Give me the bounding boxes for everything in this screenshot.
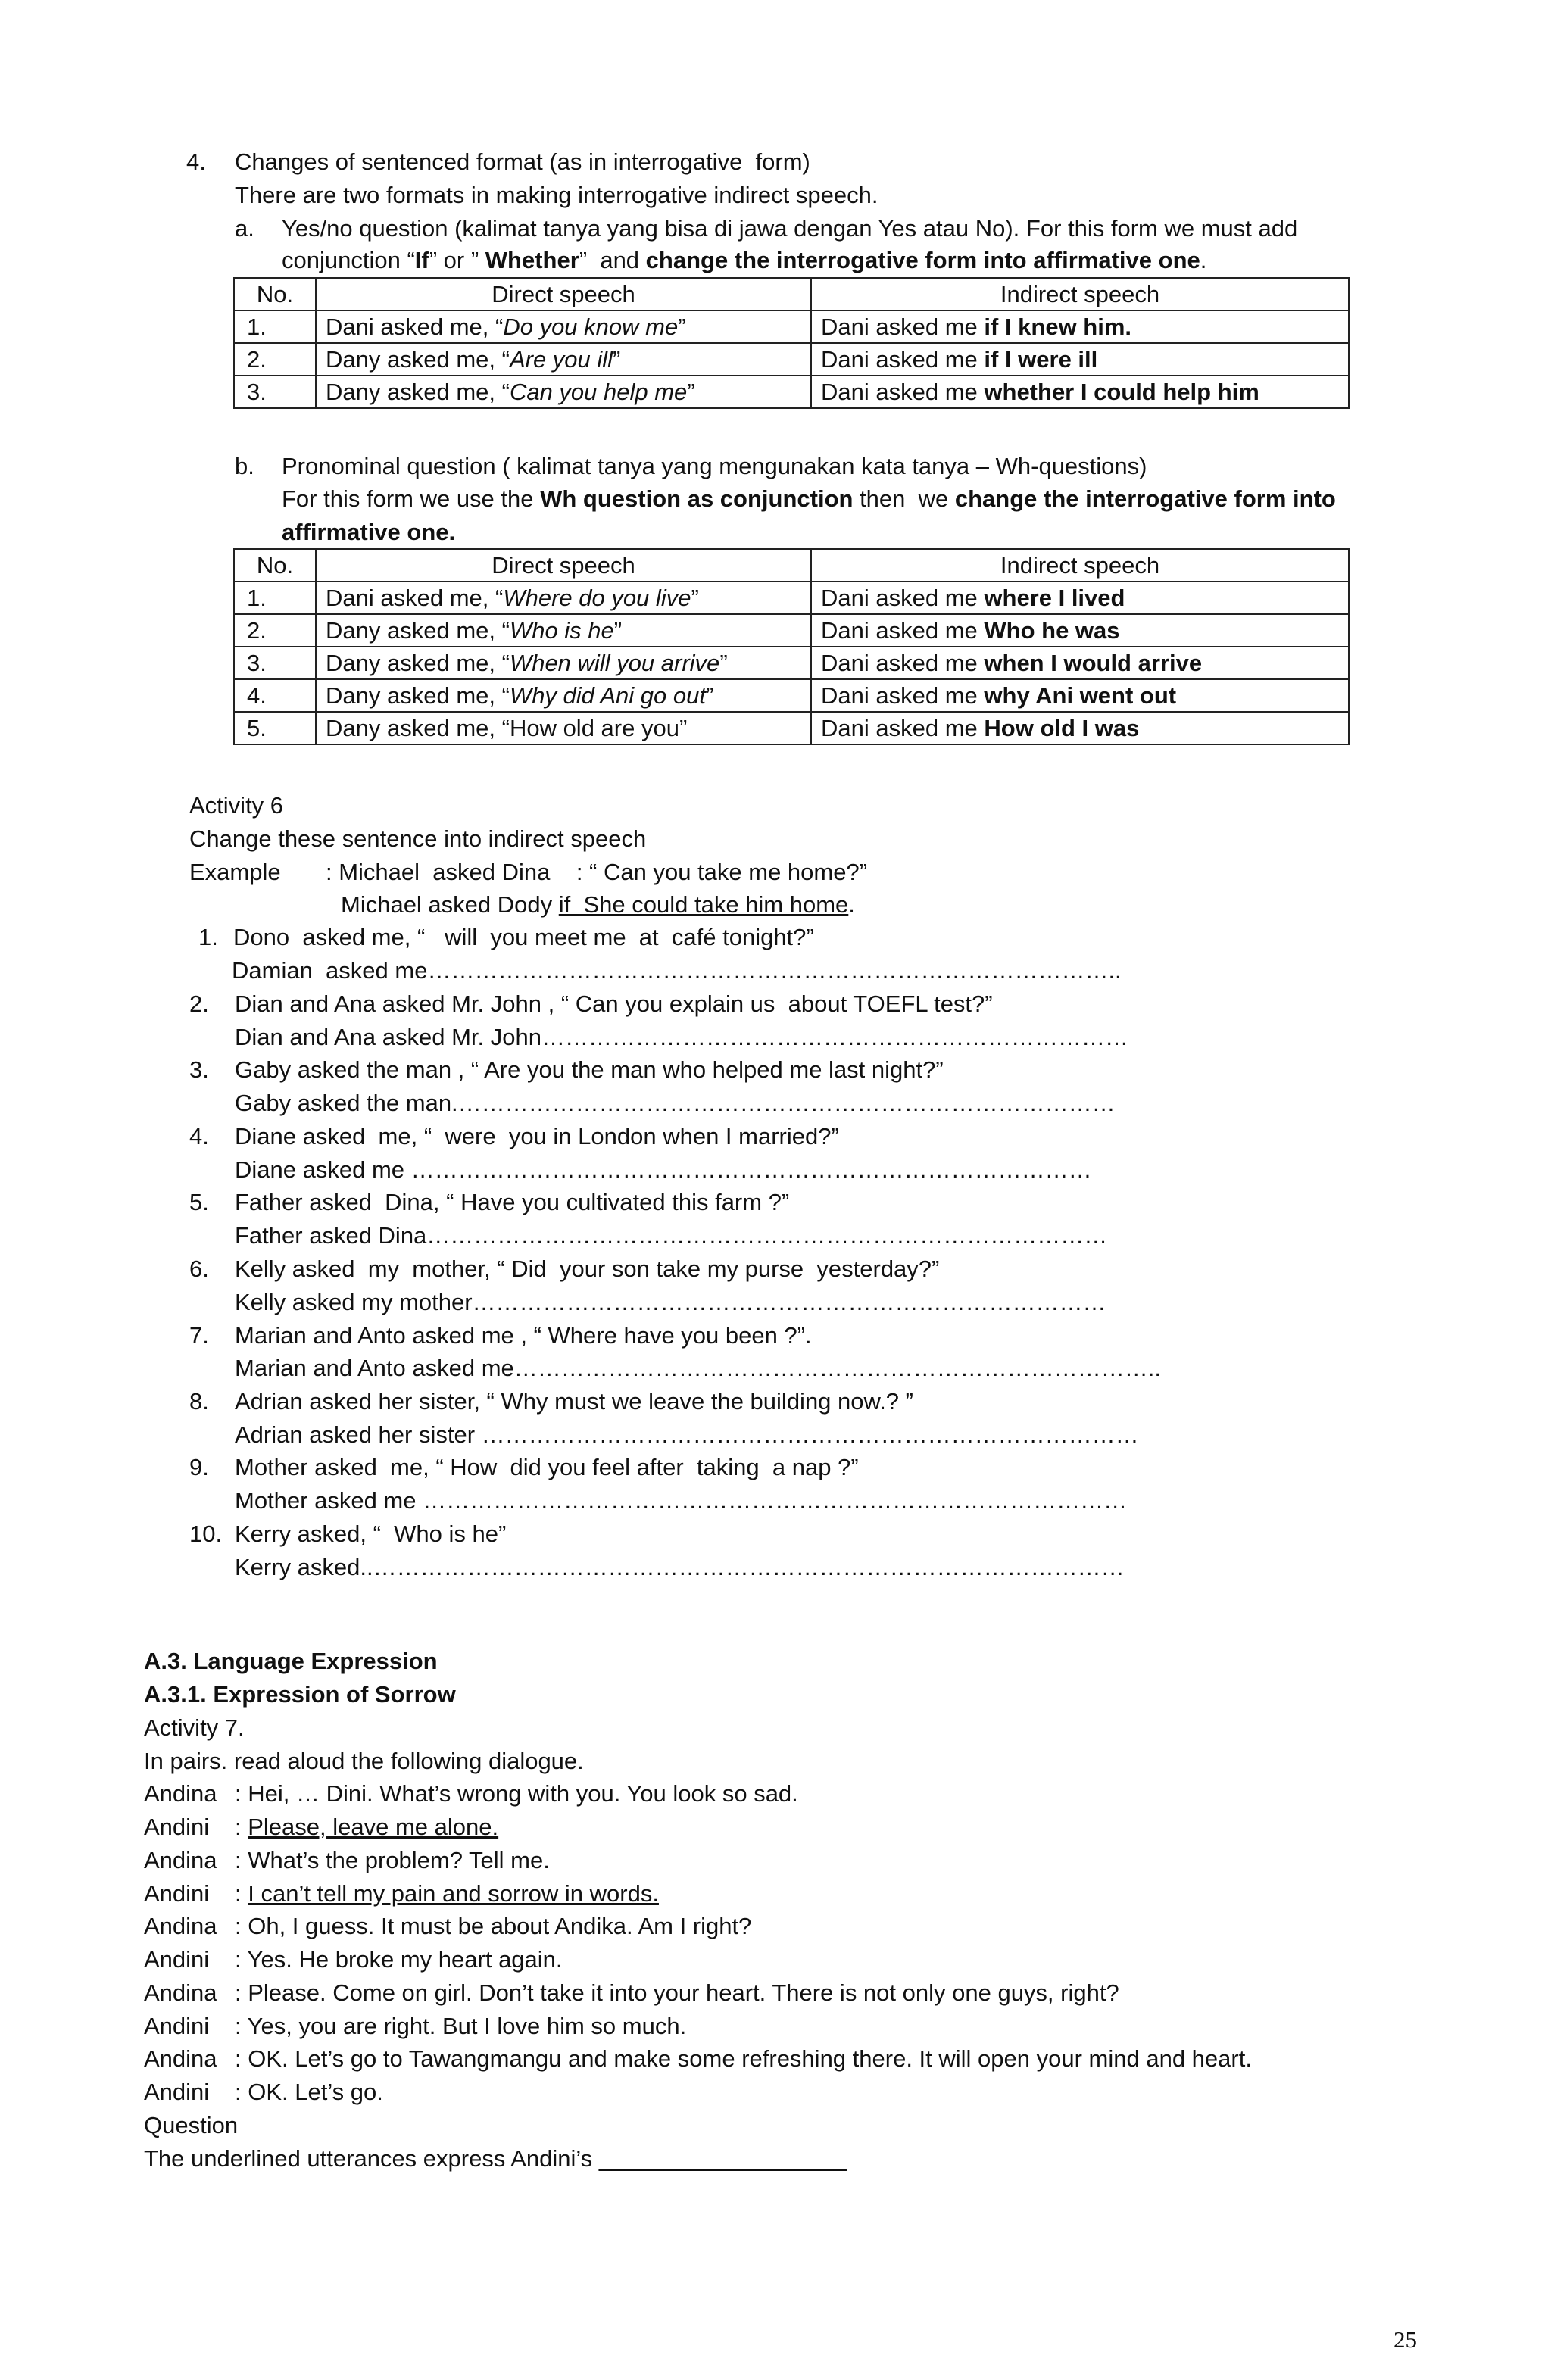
cell-direct: Dani asked me, “Do you know me” xyxy=(316,310,811,343)
question-label: Question xyxy=(144,2112,239,2138)
part-b-label: b. xyxy=(235,453,254,479)
part-b-line3: affirmative one. xyxy=(282,519,456,545)
dialogue-line: : OK. Let’s go to Tawangmangu and make some refreshing there. It will open your mind and heart. xyxy=(235,2045,1252,2072)
part-a-line1: Yes/no question (kalimat tanya yang bisa di jawa dengan Yes atau No). For this form we must add xyxy=(282,215,1298,242)
cell-no: 2. xyxy=(234,343,316,376)
table-row xyxy=(234,647,1349,679)
header-no: No. xyxy=(234,278,316,310)
cell-direct: Dany asked me, “When will you arrive” xyxy=(316,647,811,679)
header-indirect: Indirect speech xyxy=(811,549,1349,582)
item-question: Diane asked me, “ were you in London when I married?” xyxy=(235,1123,839,1149)
page-number: 25 xyxy=(1393,2326,1417,2353)
item-number: 10. xyxy=(189,1521,223,1547)
item-answer-line: Dian and Ana asked Mr. John………………………………………………………………… xyxy=(235,1024,1128,1050)
cell-indirect: Dani asked me whether I could help him xyxy=(811,376,1349,408)
section-intro: There are two formats in making interrogative indirect speech. xyxy=(235,182,878,208)
cell-indirect: Dani asked me where I lived xyxy=(811,582,1349,614)
item-question: Dian and Ana asked Mr. John , “ Can you explain us about TOEFL test?” xyxy=(235,990,993,1017)
cell-indirect: Dani asked me How old I was xyxy=(811,712,1349,744)
section-title: Changes of sentenced format (as in interrogative form) xyxy=(235,148,810,175)
cell-direct: Dany asked me, “Can you help me” xyxy=(316,376,811,408)
item-number: 7. xyxy=(189,1322,209,1349)
item-number: 8. xyxy=(189,1388,209,1415)
dialogue-speaker: Andina xyxy=(144,2045,217,2072)
activity6-title: Activity 6 xyxy=(189,792,284,819)
item-answer-line: Kelly asked my mother……………………………………………………………………… xyxy=(235,1289,1106,1315)
activity7-instruction: In pairs. read aloud the following dialogue. xyxy=(144,1748,584,1774)
item-number: 5. xyxy=(189,1189,209,1215)
dialogue-line: : Please. Come on girl. Don’t take it into your heart. There is not only one guys, right? xyxy=(235,1979,1119,2006)
item-question: Father asked Dina, “ Have you cultivated this farm ?” xyxy=(235,1189,790,1215)
dialogue-speaker: Andini xyxy=(144,1880,210,1907)
example-answer: Michael asked Dody if She could take him home. xyxy=(341,891,855,918)
item-answer-line: Kerry asked..…………………………………………………………………………………… xyxy=(235,1554,1125,1580)
table-row xyxy=(234,376,1349,408)
dialogue-line: : Yes. He broke my heart again. xyxy=(235,1946,563,1973)
item-question: Marian and Anto asked me , “ Where have you been ?”. xyxy=(235,1322,812,1349)
heading-expression-of-sorrow: A.3.1. Expression of Sorrow xyxy=(144,1681,456,1708)
dialogue-line: : What’s the problem? Tell me. xyxy=(235,1847,550,1873)
dialogue-speaker: Andina xyxy=(144,1780,217,1807)
dialogue-speaker: Andina xyxy=(144,1847,217,1873)
table-row xyxy=(234,582,1349,614)
dialogue-speaker: Andina xyxy=(144,1979,217,2006)
item-number: 2. xyxy=(189,990,209,1017)
part-a-line2: conjunction “If” or ” Whether” and change the interrogative form into affirmative one. xyxy=(282,247,1207,273)
dialogue-line: : I can’t tell my pain and sorrow in words. xyxy=(235,1880,659,1907)
table-header-row xyxy=(234,278,1349,310)
item-question: Gaby asked the man , “ Are you the man who helped me last night?” xyxy=(235,1056,944,1083)
section-number: 4. xyxy=(186,148,206,175)
table-row xyxy=(234,679,1349,712)
item-question: Kelly asked my mother, “ Did your son take my purse yesterday?” xyxy=(235,1256,940,1282)
item-answer-line: Diane asked me …………………………………………………………………………… xyxy=(235,1156,1092,1183)
cell-direct: Dany asked me, “How old are you” xyxy=(316,712,811,744)
example-question: : Michael asked Dina : “ Can you take me home?” xyxy=(326,859,868,885)
cell-no: 1. xyxy=(234,582,316,614)
item-question: Mother asked me, “ How did you feel after taking a nap ?” xyxy=(235,1454,859,1480)
dialogue-line: : Hei, … Dini. What’s wrong with you. You look so sad. xyxy=(235,1780,798,1807)
cell-no: 4. xyxy=(234,679,316,712)
cell-direct: Dany asked me, “Who is he” xyxy=(316,614,811,647)
item-question: Dono asked me, “ will you meet me at café tonight?” xyxy=(233,924,814,950)
cell-indirect: Dani asked me when I would arrive xyxy=(811,647,1349,679)
header-indirect: Indirect speech xyxy=(811,278,1349,310)
item-answer-line: Gaby asked the man.………………………………………………………………………… xyxy=(235,1090,1116,1116)
dialogue-line: : Yes, you are right. But I love him so much. xyxy=(235,2013,687,2039)
activity7-title: Activity 7. xyxy=(144,1714,245,1741)
item-answer-line: Father asked Dina…………………………………………………………………………… xyxy=(235,1222,1108,1249)
item-question: Adrian asked her sister, “ Why must we leave the building now.? ” xyxy=(235,1388,913,1415)
header-direct: Direct speech xyxy=(316,549,811,582)
question-text: The underlined utterances express Andini’s ___________________ xyxy=(144,2145,847,2172)
item-number: 4. xyxy=(189,1123,209,1149)
heading-language-expression: A.3. Language Expression xyxy=(144,1648,438,1674)
part-b-line1: Pronominal question ( kalimat tanya yang mengunakan kata tanya – Wh-questions) xyxy=(282,453,1147,479)
table-header-row xyxy=(234,549,1349,582)
dialogue-line: : Please, leave me alone. xyxy=(235,1814,499,1840)
item-number: 6. xyxy=(189,1256,209,1282)
activity6-instruction: Change these sentence into indirect speech xyxy=(189,825,647,852)
cell-no: 5. xyxy=(234,712,316,744)
table-row xyxy=(234,712,1349,744)
example-label: Example xyxy=(189,859,281,885)
yes-no-table xyxy=(233,277,1350,409)
cell-indirect: Dani asked me why Ani went out xyxy=(811,679,1349,712)
item-number: 3. xyxy=(189,1056,209,1083)
cell-indirect: Dani asked me if I were ill xyxy=(811,343,1349,376)
item-answer-line: Mother asked me ……………………………………………………………………………… xyxy=(235,1487,1128,1514)
dialogue-speaker: Andini xyxy=(144,2079,210,2105)
dialogue-speaker: Andini xyxy=(144,1946,210,1973)
dialogue-speaker: Andini xyxy=(144,1814,210,1840)
item-answer-line: Damian asked me…………………………………………………………………………….. xyxy=(232,957,1122,984)
cell-no: 3. xyxy=(234,376,316,408)
part-a-label: a. xyxy=(235,215,254,242)
dialogue-speaker: Andina xyxy=(144,1913,217,1939)
wh-question-table xyxy=(233,548,1350,745)
item-number: 1. xyxy=(198,924,218,950)
cell-indirect: Dani asked me if I knew him. xyxy=(811,310,1349,343)
dialogue-line: : OK. Let’s go. xyxy=(235,2079,383,2105)
item-answer-line: Adrian asked her sister ………………………………………………………………………… xyxy=(235,1421,1139,1448)
table-row xyxy=(234,343,1349,376)
header-direct: Direct speech xyxy=(316,278,811,310)
cell-no: 1. xyxy=(234,310,316,343)
table-row xyxy=(234,614,1349,647)
cell-direct: Dany asked me, “Are you ill” xyxy=(316,343,811,376)
cell-no: 2. xyxy=(234,614,316,647)
cell-direct: Dany asked me, “Why did Ani go out” xyxy=(316,679,811,712)
item-number: 9. xyxy=(189,1454,209,1480)
header-no: No. xyxy=(234,549,316,582)
cell-no: 3. xyxy=(234,647,316,679)
item-answer-line: Marian and Anto asked me……………………………………………………………………….. xyxy=(235,1355,1162,1381)
item-question: Kerry asked, “ Who is he” xyxy=(235,1521,507,1547)
dialogue-speaker: Andini xyxy=(144,2013,210,2039)
cell-direct: Dani asked me, “Where do you live” xyxy=(316,582,811,614)
cell-indirect: Dani asked me Who he was xyxy=(811,614,1349,647)
dialogue-line: : Oh, I guess. It must be about Andika. Am I right? xyxy=(235,1913,752,1939)
part-b-line2: For this form we use the Wh question as conjunction then we change the interrogative form into xyxy=(282,485,1336,512)
table-row xyxy=(234,310,1349,343)
